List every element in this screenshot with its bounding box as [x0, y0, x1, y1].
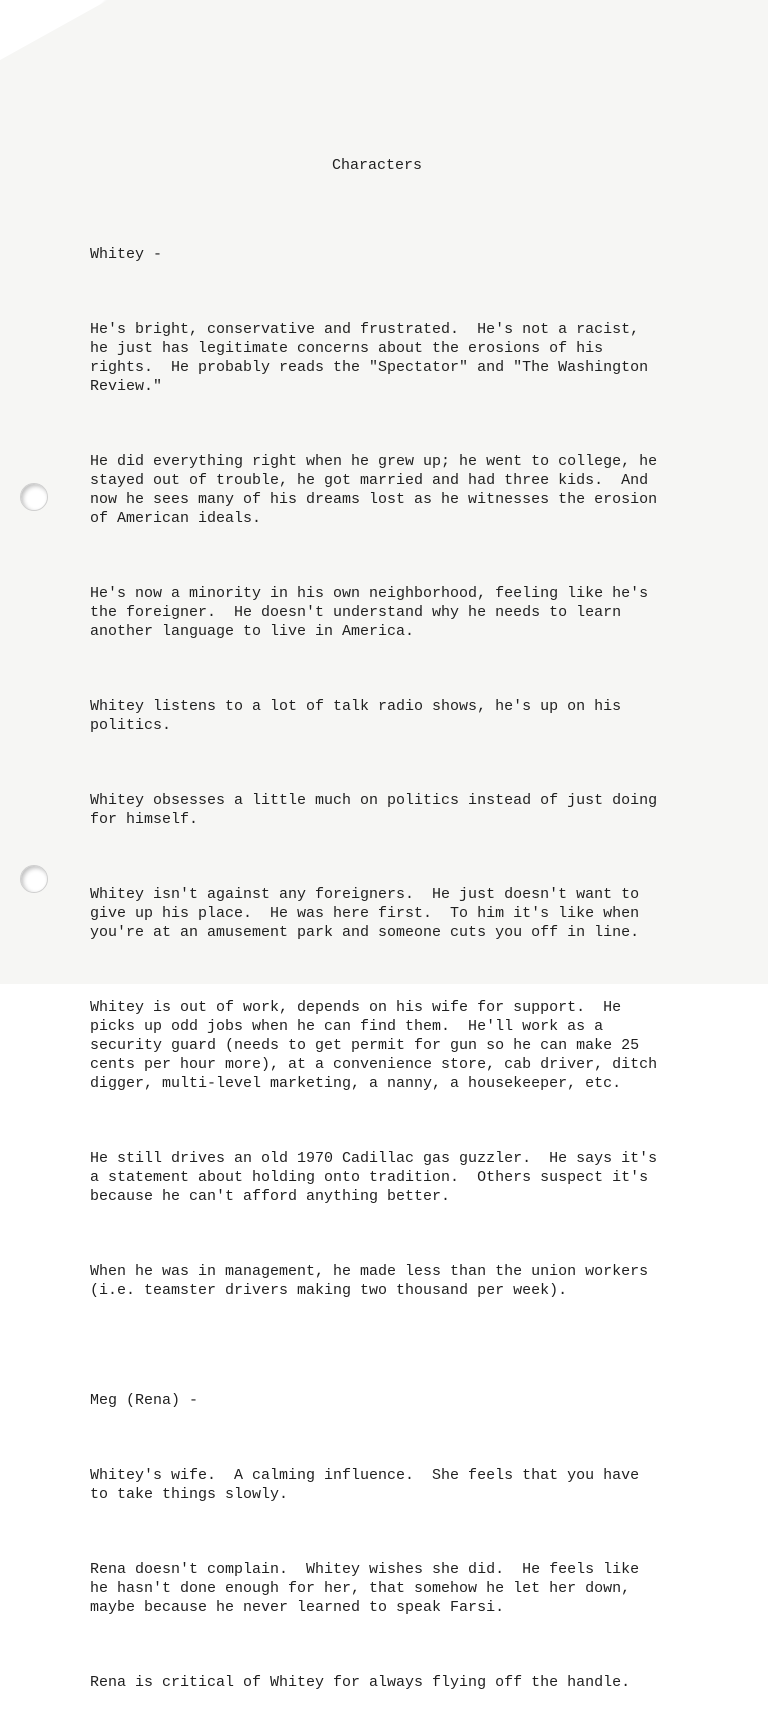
- section-heading-whitey: Whitey -: [90, 246, 163, 263]
- paragraph: Whitey is out of work, depends on his wife for support. He picks up odd jobs when he can find them. He'll work as a security guard (needs to get permit for gun so he can make 25 cents per hour more), at a convenience store, cab driver, ditch digger, multi-level marketing, a nanny, a housekeeper, etc.: [90, 999, 658, 1092]
- paragraph: Rena doesn't complain. Whitey wishes she did. He feels like he hasn't done enough for her, that somehow he let her down, maybe because he never learned to speak Farsi.: [90, 1561, 640, 1616]
- paragraph: He did everything right when he grew up; he went to college, he stayed out of trouble, he got married and had three kids. And now he sees many of his dreams lost as he witnesses the erosion of American ideals.: [90, 453, 658, 527]
- paragraph: Rena is critical of Whitey for always flying off the handle.: [90, 1674, 631, 1691]
- document-body: [90, 118, 690, 1711]
- paragraph: He still drives an old 1970 Cadillac gas guzzler. He says it's a statement about holding onto tradition. Others suspect it's because he can't afford anything better.: [90, 1150, 658, 1205]
- page-title: Characters: [332, 157, 423, 174]
- punch-hole-top: [20, 483, 48, 511]
- paragraph: Whitey listens to a lot of talk radio shows, he's up on his politics.: [90, 698, 622, 734]
- paragraph: Whitey isn't against any foreigners. He just doesn't want to give up his place. He was here first. To him it's like when you're at an amusement park and someone cuts you off in line.: [90, 886, 640, 941]
- paragraph: When he was in management, he made less than the union workers (i.e. teamster drivers making two thousand per week).: [90, 1263, 649, 1299]
- paragraph: He's now a minority in his own neighborhood, feeling like he's the foreigner. He doesn't understand why he needs to learn another language to live in America.: [90, 585, 649, 640]
- paragraph: He's bright, conservative and frustrated. He's not a racist, he just has legitimate concerns about the erosions of his rights. He probably reads the "Spectator" and "The Washington Review.": [90, 321, 649, 395]
- paragraph: Whitey obsesses a little much on politics instead of just doing for himself.: [90, 792, 658, 828]
- punch-hole-bottom: [20, 865, 48, 893]
- paragraph: Whitey's wife. A calming influence. She feels that you have to take things slowly.: [90, 1467, 640, 1503]
- section-heading-meg: Meg (Rena) -: [90, 1392, 199, 1409]
